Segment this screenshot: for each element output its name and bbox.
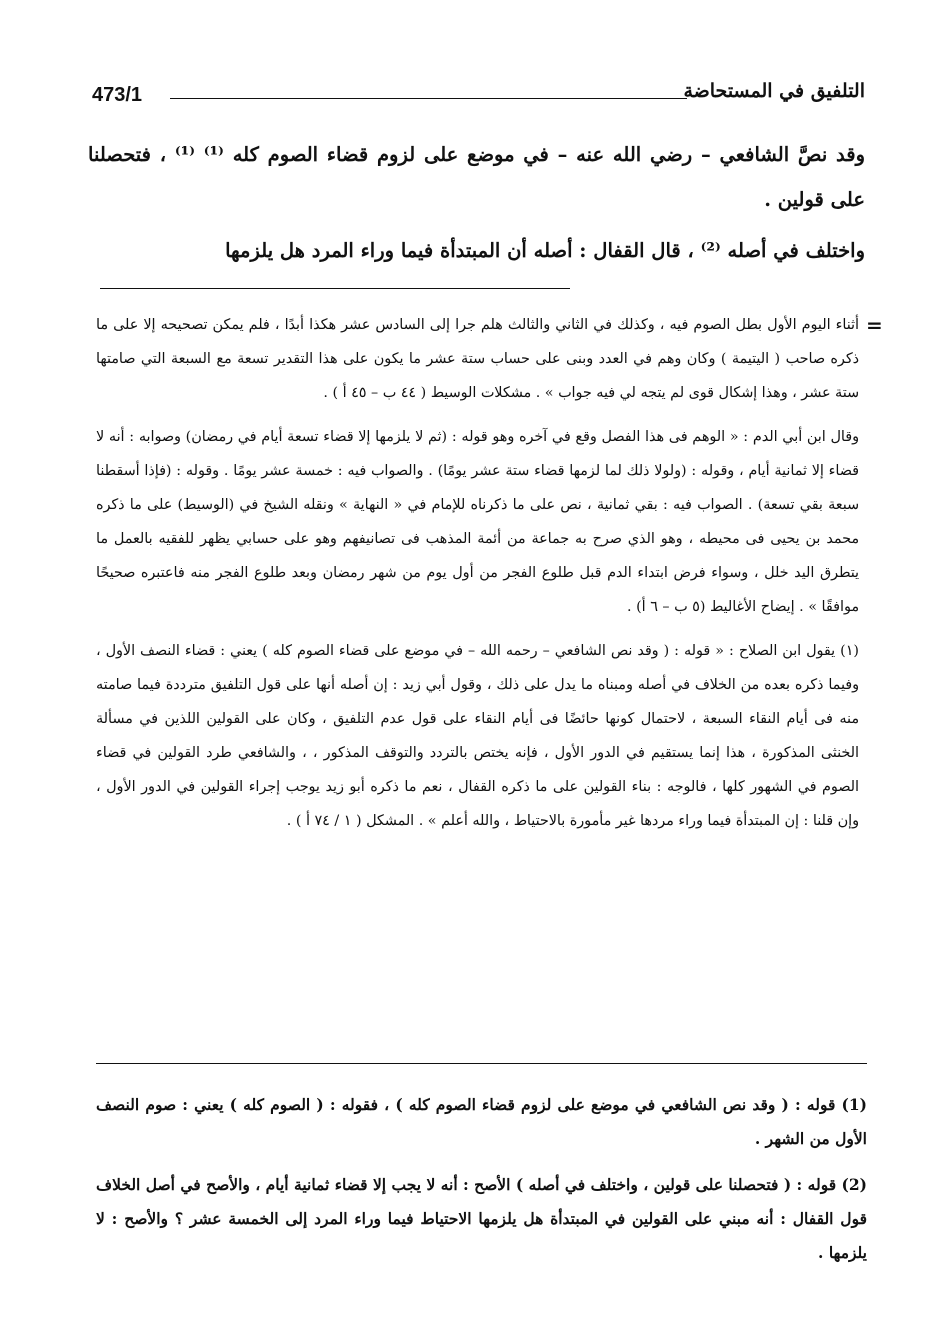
footnotes [96, 1088, 867, 1282]
main-text-underline [100, 288, 570, 289]
main-paragraph-2: واختلف في أصله ⁽²⁾ ، قال القفال : أصله أن المبتدأة فيما وراء المرد هل يلزمها [225, 239, 865, 262]
main-text [88, 132, 865, 273]
note-paragraph-1: أثناء اليوم الأول بطل الصوم فيه ، وكذلك في الثاني والثالث هلم جرا إلى السادس عشر هكذا أبدًا ، فلم يمكن تصحيحه إلا على ما ذكره صاحب ( اليتيمة ) وكان وهم في العدد وبنى على حساب ستة عشر ما يكون على هذا التقدير تسعة مع السبعة التي صامتها ستة عشر ، وهذا إشكال قوى لم يتجه لي فيه جواب » . مشكلات الوسيط ( ٤٤ ب – ٤٥ أ ) . [96, 317, 859, 401]
footnote-1: (1) قوله : ( وقد نص الشافعي في موضع على لزوم قضاء الصوم كله ) ، فقوله : ( الصوم كله ) يعني : صوم النصف الأول من الشهر . [96, 1095, 867, 1148]
note-paragraph-2: وقال ابن أبي الدم : « الوهم فى هذا الفصل وقع في آخره وهو قوله : (ثم لا يلزمها إلا قضاء تسعة أيام في رمضان) وصوابه : أنه لا قضاء إلا ثمانية أيام ، وقوله : (ولولا ذلك لما لزمها قضاء ستة عشر يومًا) . والصواب فيه : خمسة عشر يومًا . وقوله : (فإذا أسقطنا سبعة بقي تسعة) . الصواب فيه : بقي ثمانية ، نص على ما ذكرناه للإمام في « النهاية » ونقله الشيخ في (الوسيط) على ما ذكره محمد بن يحيى فى محيطه ، وهو الذي صرح به جماعة من أئمة المذهب فى تصانيفهم وهو على حسابي يظهر للفقيه بالعمل ما يتطرق اليد خلل ، وسواء فرض ابتداء الدم قبل طلوع الفجر من أول يوم من شهر رمضان وبعد طلوع الفجر منه فاعتبره صحيحًا موافقًا » . إيضاح الأغاليط (٥ ب – ٦ أ) . [96, 429, 859, 615]
main-paragraph-1: وقد نصَّ الشافعي – رضي الله عنه – في موضع على لزوم قضاء الصوم كله ⁽¹⁾ ⁽¹⁾ ، فتحصلنا على قولين . [88, 143, 865, 211]
running-title: التلفيق في المستحاضة [683, 80, 865, 102]
continuation-mark: = [866, 313, 883, 337]
page-number: 473/1 [92, 84, 143, 106]
footnote-separator [96, 1063, 867, 1064]
running-header [92, 80, 865, 116]
footnote-2: (2) قوله : ( فتحصلنا على قولين ، واختلف في أصله ) الأصح : أنه لا يجب إلا قضاء ثمانية أيام ، والأصح في أصل الخلاف قول القفال : أنه مبني على القولين في المبتدأة هل يلزمها الاحتياط فيما وراء المرد إلى الخمسة عشر ؟ والأصح : لا يلزمها . [96, 1175, 867, 1262]
header-rule [170, 98, 687, 99]
annotation-notes [96, 308, 859, 848]
note-paragraph-3: (١) يقول ابن الصلاح : « قوله : ( وقد نص الشافعي – رحمه الله – في موضع على قضاء الصوم كله ) يعني : قضاء النصف الأول ، وفيما ذكره بعده من الخلاف في أصله ومبناه ما يدل على ذلك ، وقول أبي زيد : إن أصله أنها على قول التلفيق مترددة فيما صامته منه فى أيام النقاء السبعة ، لاحتمال كونها حائضًا فى أيام النقاء على قول عدم التلفيق ، وكان على القولين اللذين في مسألة الخنثى المذكورة ، هذا إنما يستقيم في الدور الأول ، فإنه يختص بالتردد والتوقف المذكور ، ، والشافعي طرد القولين في قضاء الصوم في الشهور كلها ، فالوجه : بناء القولين على ما ذكره القفال ، نعم ما ذكره أبو زيد يوجب إجراء القولين في الدور الأول ، وإن قلنا : إن المبتدأة فيما وراء مردها غير مأمورة بالاحتياط ، والله أعلم » . المشكل ( ١ / ٧٤ أ ) . [96, 643, 859, 829]
